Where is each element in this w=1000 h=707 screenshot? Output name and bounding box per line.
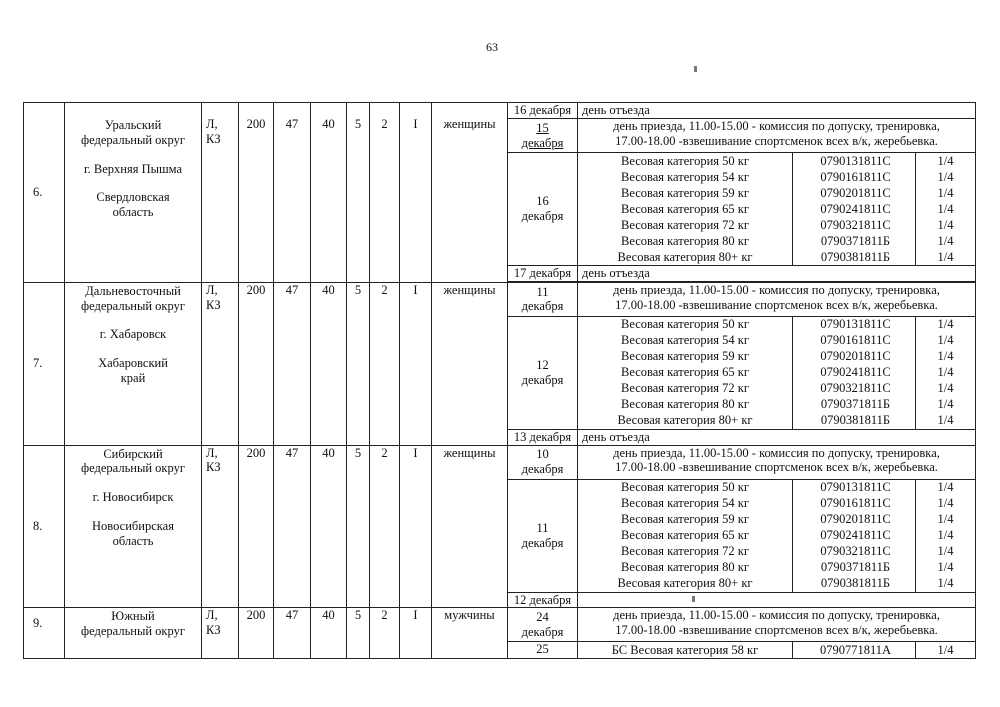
day-description: [578, 119, 976, 153]
value-cell: [370, 282, 400, 445]
value-cell: [311, 445, 347, 608]
value-text: 47: [285, 445, 299, 460]
category-quota: 1/4: [916, 365, 976, 381]
value-cell: [239, 608, 274, 659]
value-text: 200: [246, 608, 266, 623]
date-text: 17 декабря: [513, 266, 572, 280]
day-text: 17.00-18.00 -взвешивание спортсменок всех в/к, жеребьевка.: [615, 460, 938, 475]
category-quota: 1/4: [916, 397, 976, 413]
day-text: день приезда, 11.00-15.00 - комиссия по допуску, тренировка,: [613, 119, 940, 133]
row-number: 8.: [24, 445, 65, 608]
region-line: федеральный округ: [81, 298, 185, 313]
value-cell: [274, 282, 311, 445]
region-line: г. Верхняя Пышма: [83, 161, 183, 176]
category-code: 0790321811С: [793, 381, 916, 397]
category-quota: 1/4: [916, 528, 976, 544]
day-text: 17.00-18.00 -взвешивание спортсменов всех в/к, жеребьевка.: [615, 623, 938, 637]
value-text: 200: [246, 282, 266, 297]
category-row: [578, 512, 975, 528]
region-line: г. Новосибирск: [92, 490, 174, 504]
category-row: [578, 528, 975, 544]
category-quota: 1/4: [916, 349, 976, 365]
category-name: Весовая категория 59 кг: [621, 349, 749, 364]
category-quota: 1/4: [916, 496, 976, 512]
rank-text: Л, КЗ: [206, 445, 221, 475]
category-row: [578, 381, 975, 397]
day-description: [578, 266, 976, 282]
rank-cell: [202, 103, 239, 283]
category-name: Весовая категория 80 кг: [621, 560, 749, 575]
category-quota: 1/4: [916, 560, 976, 576]
day-description: [578, 592, 976, 608]
value-cell: [347, 282, 370, 445]
category-code: 0790241811С: [793, 528, 916, 544]
category-row: [578, 233, 975, 249]
region-line: г. Хабаровск: [99, 327, 167, 342]
value-cell: [239, 282, 274, 445]
scan-speck: [694, 66, 697, 72]
categories-cell: [578, 316, 976, 429]
category-quota: 1/4: [916, 576, 976, 592]
table-row: [24, 608, 976, 642]
region-line: Новосибирская: [92, 518, 174, 533]
category-row: [578, 480, 975, 496]
rank-cell: [202, 445, 239, 608]
region-line: федеральный округ: [81, 132, 185, 147]
category-code: 0790771811А: [793, 642, 916, 658]
category-row: [578, 201, 975, 217]
category-row: [578, 185, 975, 201]
category-row: [578, 560, 975, 576]
category-code: 0790321811С: [793, 217, 916, 233]
value-cell: [370, 445, 400, 608]
category-name: Весовая категория 65 кг: [621, 365, 749, 380]
value-text: 2: [381, 445, 388, 460]
category-code: 0790371811Б: [793, 397, 916, 413]
category-code: 0790131811С: [793, 317, 916, 333]
category-name: Весовая категория 80 кг: [621, 397, 749, 412]
category-code: 0790241811С: [793, 201, 916, 217]
day-text: 17.00-18.00 -взвешивание спортсменок всех в/к, жеребьевка.: [615, 297, 938, 312]
category-row: [578, 217, 975, 233]
rank-cell: [202, 608, 239, 659]
day-text: день приезда, 11.00-15.00 - комиссия по допуску, тренировка,: [613, 445, 940, 460]
category-row: [578, 544, 975, 560]
category-code: 0790161811С: [793, 333, 916, 349]
day-text: день отъезда: [582, 103, 650, 117]
region-cell: [65, 282, 202, 445]
category-quota: 1/4: [916, 642, 976, 658]
row-number: 6.: [24, 103, 65, 283]
date-text: 16 декабря: [521, 194, 564, 223]
region-cell: [65, 608, 202, 659]
region-line: Южный: [111, 609, 155, 624]
region-line: Свердловская: [96, 190, 170, 205]
categories-cell: [578, 642, 976, 659]
day-description: [578, 103, 976, 119]
date-text: 11 декабря: [521, 284, 564, 314]
category-row: [578, 397, 975, 413]
value-text: I: [413, 445, 418, 460]
day-description: [578, 445, 976, 479]
value-cell: [347, 445, 370, 608]
category-name: Весовая категория 54 кг: [621, 333, 749, 348]
category-name: Весовая категория 59 кг: [621, 185, 749, 200]
value-text: 47: [285, 608, 299, 623]
category-name: БС Весовая категория 58 кг: [611, 642, 759, 657]
category-quota: 1/4: [916, 185, 976, 201]
value-cell: [400, 282, 432, 445]
category-quota: 1/4: [916, 169, 976, 185]
region-line: федеральный округ: [81, 624, 185, 638]
date-text: 10 декабря: [521, 447, 564, 476]
value-cell: [400, 608, 432, 659]
date-cell: [508, 642, 578, 659]
category-code: 0790131811С: [793, 153, 916, 169]
date-cell: [508, 479, 578, 592]
category-row: [578, 349, 975, 365]
date-cell: [508, 282, 578, 316]
category-code: 0790161811С: [793, 169, 916, 185]
value-text: 40: [322, 445, 335, 460]
category-code: 0790371811Б: [793, 560, 916, 576]
value-cell: [400, 445, 432, 608]
day-description: [578, 429, 976, 445]
table-row: [24, 445, 976, 479]
date-text: 12 декабря: [513, 592, 572, 607]
date-text: 16 декабря: [513, 103, 572, 117]
schedule-table: [23, 102, 976, 659]
category-quota: 1/4: [916, 544, 976, 560]
value-text: 5: [354, 445, 362, 460]
value-cell: [311, 608, 347, 659]
value-text: 47: [285, 117, 299, 131]
category-code: 0790161811С: [793, 496, 916, 512]
date-cell: [508, 445, 578, 479]
category-row: [578, 576, 975, 592]
gender-text: женщины: [443, 117, 496, 131]
date-text: 11 декабря: [521, 520, 564, 550]
category-code: 0790371811Б: [793, 233, 916, 249]
category-list: [578, 317, 975, 429]
category-row: [578, 249, 975, 265]
value-text: 5: [354, 117, 362, 131]
value-text: 5: [354, 282, 362, 297]
day-text: день отъезда: [582, 429, 650, 444]
region-line: Дальневосточный: [85, 283, 181, 298]
region-cell: [65, 103, 202, 283]
value-text: 2: [381, 282, 388, 297]
category-code: 0790201811С: [793, 349, 916, 365]
region-line: Уральский: [104, 118, 162, 132]
category-name: Весовая категория 80 кг: [621, 233, 749, 248]
category-name: Весовая категория 72 кг: [621, 217, 749, 232]
category-quota: 1/4: [916, 153, 976, 169]
value-cell: [370, 103, 400, 283]
region-line: федеральный округ: [81, 461, 185, 476]
date-cell: [508, 592, 578, 608]
category-list: [578, 153, 975, 265]
category-row: [578, 413, 975, 429]
region-line: Хабаровский: [98, 356, 168, 370]
category-name: Весовая категория 50 кг: [621, 317, 749, 332]
category-quota: 1/4: [916, 317, 976, 333]
date-text: 13 декабря: [513, 429, 572, 444]
table-row: [24, 282, 976, 316]
category-name: Весовая категория 50 кг: [621, 153, 749, 168]
date-cell: [508, 103, 578, 119]
rank-text: Л, КЗ: [206, 608, 221, 637]
table-row: [24, 103, 976, 119]
value-cell: [274, 103, 311, 283]
category-code: 0790201811С: [793, 185, 916, 201]
date-text: 24 декабря: [521, 610, 564, 639]
category-name: Весовая категория 80+ кг: [617, 249, 753, 264]
category-row: [578, 365, 975, 381]
category-row: [578, 317, 975, 333]
value-cell: [400, 103, 432, 283]
categories-cell: [578, 479, 976, 592]
gender-cell: [432, 445, 508, 608]
category-code: 0790321811С: [793, 544, 916, 560]
value-text: I: [413, 608, 418, 623]
gender-text: женщины: [443, 282, 496, 297]
category-name: Весовая категория 65 кг: [621, 201, 749, 216]
rank-cell: [202, 282, 239, 445]
date-cell: [508, 119, 578, 153]
value-cell: [274, 608, 311, 659]
category-name: Весовая категория 72 кг: [621, 544, 749, 559]
category-row: [578, 642, 975, 658]
category-quota: 1/4: [916, 480, 976, 496]
value-cell: [239, 445, 274, 608]
date-cell: [508, 608, 578, 642]
value-text: 2: [381, 117, 388, 131]
region-line: Сибирский: [103, 446, 163, 461]
region-line: край: [120, 370, 146, 385]
value-cell: [370, 608, 400, 659]
date-cell: [508, 153, 578, 266]
category-name: Весовая категория 65 кг: [621, 528, 749, 543]
category-code: 0790241811С: [793, 365, 916, 381]
row-number: 7.: [24, 282, 65, 445]
category-quota: 1/4: [916, 217, 976, 233]
category-name: Весовая категория 50 кг: [621, 480, 749, 495]
category-name: Весовая категория 54 кг: [621, 496, 749, 511]
category-code: 0790201811С: [793, 512, 916, 528]
category-row: [578, 496, 975, 512]
gender-cell: [432, 282, 508, 445]
category-name: Весовая категория 80+ кг: [617, 576, 753, 591]
category-code: 0790381811Б: [793, 413, 916, 429]
day-text: день отъезда: [582, 266, 650, 280]
value-cell: [347, 608, 370, 659]
date-text: 15 декабря: [521, 120, 564, 150]
categories-cell: [578, 153, 976, 266]
category-code: 0790381811Б: [793, 249, 916, 265]
category-name: Весовая категория 59 кг: [621, 512, 749, 527]
value-cell: [311, 103, 347, 283]
category-list: [578, 642, 975, 658]
region-line: область: [112, 533, 154, 548]
page-number: 63: [486, 40, 498, 54]
category-quota: 1/4: [916, 201, 976, 217]
gender-cell: [432, 608, 508, 659]
gender-text: женщины: [443, 445, 496, 460]
value-text: 40: [322, 282, 335, 297]
value-text: 5: [354, 608, 362, 623]
category-quota: 1/4: [916, 249, 976, 265]
category-row: [578, 169, 975, 185]
value-text: 40: [322, 117, 335, 131]
value-text: 2: [381, 608, 388, 623]
value-cell: [274, 445, 311, 608]
date-text: 12 декабря: [521, 358, 564, 387]
region-cell: [65, 445, 202, 608]
value-text: I: [413, 282, 418, 297]
date-cell: [508, 429, 578, 445]
category-row: [578, 153, 975, 169]
category-quota: 1/4: [916, 381, 976, 397]
row-number: 9.: [24, 608, 65, 659]
rank-text: Л, КЗ: [206, 282, 221, 312]
day-text: день приезда, 11.00-15.00 - комиссия по допуску, тренировка,: [613, 282, 940, 297]
category-name: Весовая категория 72 кг: [621, 381, 749, 396]
category-code: 0790131811С: [793, 480, 916, 496]
value-text: 200: [246, 445, 266, 460]
date-text: 25: [536, 642, 549, 657]
value-text: I: [413, 117, 418, 131]
day-text: день приезда, 11.00-15.00 - комиссия по допуску, тренировка,: [613, 608, 940, 623]
category-name: Весовая категория 80+ кг: [617, 413, 753, 428]
category-code: 0790381811Б: [793, 576, 916, 592]
gender-cell: [432, 103, 508, 283]
value-cell: [239, 103, 274, 283]
category-quota: 1/4: [916, 413, 976, 429]
value-cell: [347, 103, 370, 283]
rank-text: Л, КЗ: [206, 117, 221, 146]
date-cell: [508, 266, 578, 282]
category-quota: 1/4: [916, 233, 976, 249]
value-text: 47: [285, 282, 299, 297]
category-quota: 1/4: [916, 512, 976, 528]
category-row: [578, 333, 975, 349]
day-description: [578, 608, 976, 642]
category-quota: 1/4: [916, 333, 976, 349]
day-description: [578, 282, 976, 316]
gender-text: мужчины: [444, 608, 495, 623]
date-cell: [508, 316, 578, 429]
region-line: область: [112, 205, 154, 219]
category-list: [578, 480, 975, 592]
value-text: 40: [322, 608, 335, 623]
category-name: Весовая категория 54 кг: [621, 169, 749, 184]
value-cell: [311, 282, 347, 445]
day-text: 17.00-18.00 -взвешивание спортсменок всех в/к, жеребьевка.: [615, 133, 938, 148]
value-text: 200: [246, 117, 266, 131]
